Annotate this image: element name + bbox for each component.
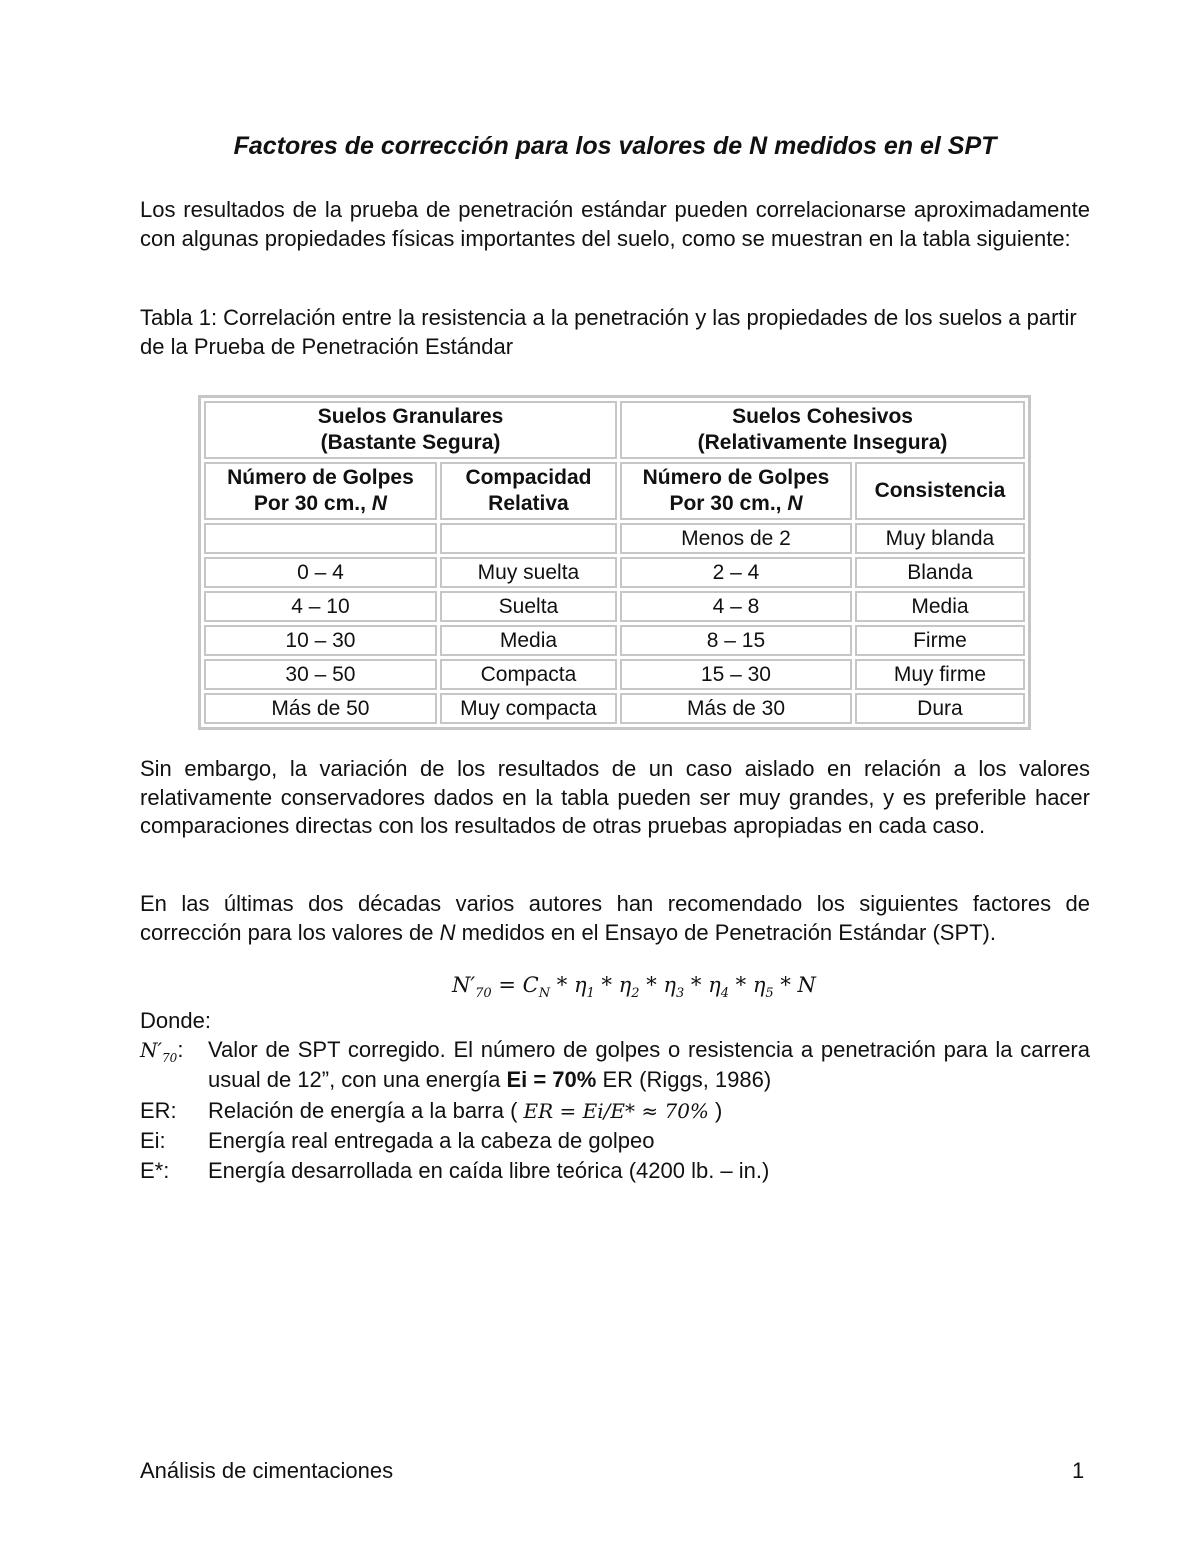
table-cell: 4 – 10 <box>204 591 437 622</box>
header-blows-cohesive: Número de Golpes Por 30 cm., N <box>620 462 852 520</box>
table-cell <box>440 523 617 554</box>
table-cell: 10 – 30 <box>204 625 437 656</box>
page-title: Factores de corrección para los valores de N medidos en el SPT <box>233 132 997 160</box>
table-row <box>204 659 1025 690</box>
table-cell: Media <box>440 625 617 656</box>
definition-text: Valor de SPT corregido. El número de golpes o resistencia a penetración para la carrera usual de 12”, con una energía Ei = 70% ER (Riggs, 1986) <box>208 1037 1090 1092</box>
variation-paragraph: Sin embargo, la variación de los resultados de un caso aislado en relación a los valores relativamente conservadores dados en la tabla pueden ser muy grandes, y es preferible hacer comparaciones directas con los resultados de otras pruebas apropiadas en cada caso. <box>140 756 1090 838</box>
table-cell: Más de 50 <box>204 693 437 724</box>
header-relative-density: Compacidad Relativa <box>440 462 617 520</box>
table-cell: Muy blanda <box>855 523 1025 554</box>
donde-label: Donde: <box>140 1008 211 1033</box>
footer-title: Análisis de cimentaciones <box>140 1458 394 1483</box>
definition-term: ER: <box>140 1098 177 1123</box>
table-cell: Suelta <box>440 591 617 622</box>
header-cohesive-soils: Suelos Cohesivos (Relativamente Insegura) <box>620 401 1025 459</box>
table-cell: 30 – 50 <box>204 659 437 690</box>
table-cell: 15 – 30 <box>620 659 852 690</box>
definition-text: Energía desarrollada en caída libre teórica (4200 lb. – in.) <box>208 1158 770 1183</box>
table-cell <box>204 523 437 554</box>
definition-term: Ei: <box>140 1128 166 1153</box>
intro-paragraph: Los resultados de la prueba de penetración estándar pueden correlacionarse aproximadamente con algunas propiedades físicas importantes del suelo, como se muestran en la tabla siguiente: <box>140 197 1090 251</box>
table-row <box>204 523 1025 554</box>
table-row <box>204 693 1025 724</box>
table-row <box>204 625 1025 656</box>
table-cell: Firme <box>855 625 1025 656</box>
table-cell: 4 – 8 <box>620 591 852 622</box>
correction-formula: $N'_{70} = C_N * \eta_1 * \eta_2 * \eta_3 * \eta_4 * \eta_5 * N$ <box>452 973 816 1002</box>
page-number: 1 <box>1072 1458 1085 1483</box>
definition-term: $N'_{70}$: <box>140 1037 184 1065</box>
correction-paragraph: En las últimas dos décadas varios autores han recomendado los siguientes factores de corrección para los valores de N medidos en el Ensayo de Penetración Estándar (SPT). <box>140 891 1090 945</box>
table-cell: Muy compacta <box>440 693 617 724</box>
correlation-table <box>198 395 1031 730</box>
definition-text: Energía real entregada a la cabeza de golpeo <box>208 1128 655 1153</box>
header-granular-soils: Suelos Granulares (Bastante Segura) <box>204 401 617 459</box>
table-cell: Compacta <box>440 659 617 690</box>
table-cell: Dura <box>855 693 1025 724</box>
table-cell: 2 – 4 <box>620 557 852 588</box>
table-cell: Más de 30 <box>620 693 852 724</box>
table-cell: Muy suelta <box>440 557 617 588</box>
table-cell: 8 – 15 <box>620 625 852 656</box>
table-cell: 0 – 4 <box>204 557 437 588</box>
definition-text: Relación de energía a la barra ( ER = Ei/E* ≈ 70% ) <box>208 1098 723 1123</box>
table-cell: Menos de 2 <box>620 523 852 554</box>
table-row <box>204 557 1025 588</box>
table-cell: Media <box>855 591 1025 622</box>
table-caption: Tabla 1: Correlación entre la resistencia a la penetración y las propiedades de los suelos a partir de la Prueba de Penetración Estándar <box>140 305 1077 359</box>
table-cell: Blanda <box>855 557 1025 588</box>
header-blows-granular: Número de Golpes Por 30 cm., N <box>204 462 437 520</box>
header-consistency: Consistencia <box>855 462 1025 520</box>
table-cell: Muy firme <box>855 659 1025 690</box>
table-row <box>204 591 1025 622</box>
definition-term: E*: <box>140 1158 170 1183</box>
